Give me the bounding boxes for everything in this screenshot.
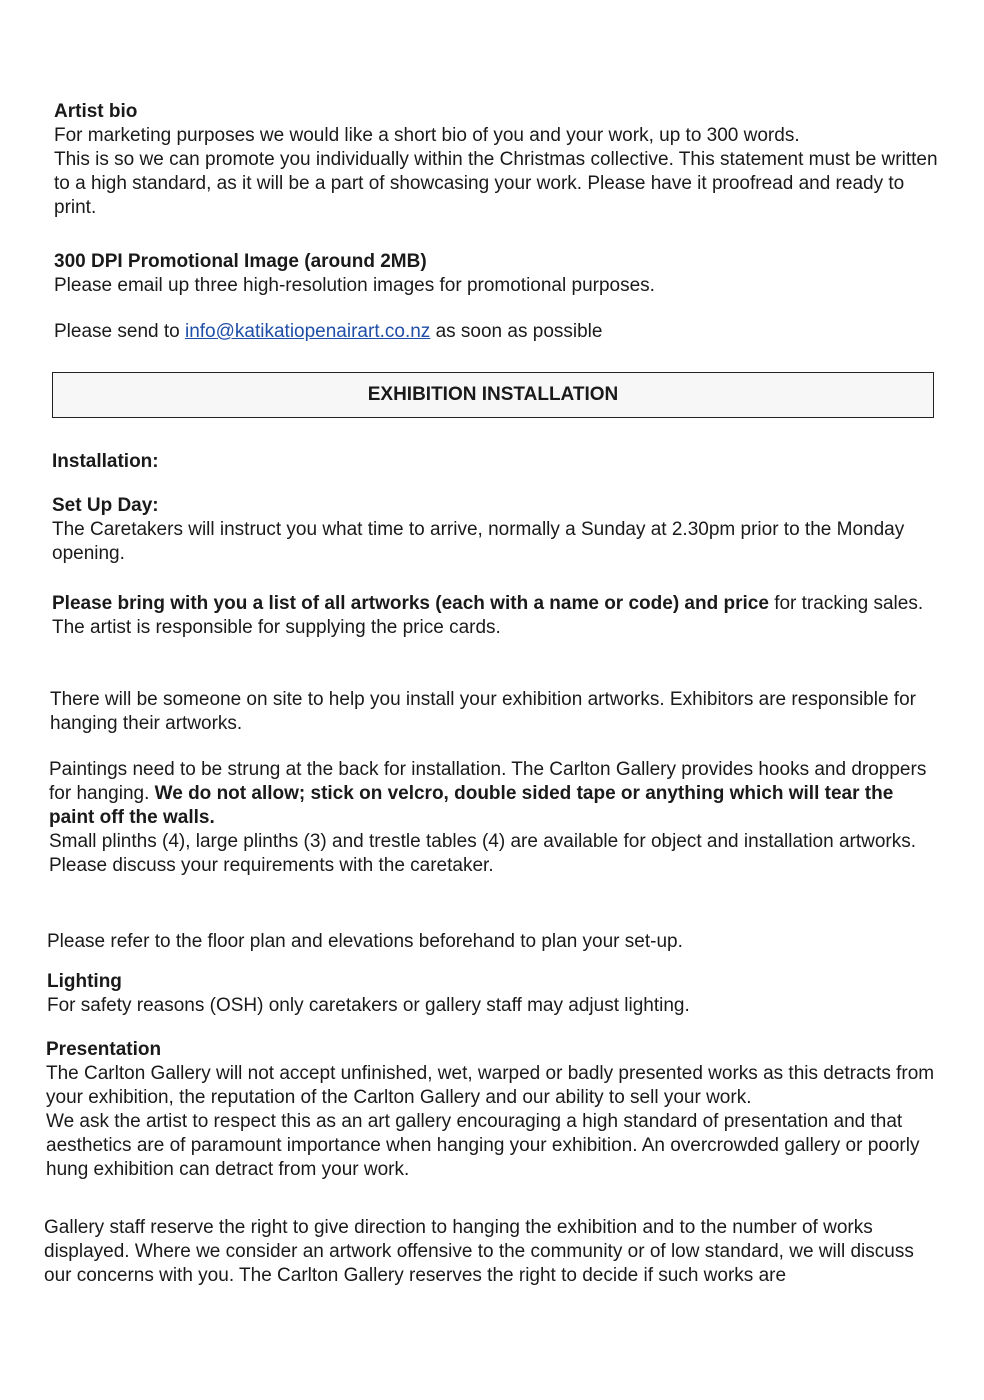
floor-plan-text: Please refer to the floor plan and elevations beforehand to plan your set-up.	[47, 931, 683, 952]
bring-section	[52, 592, 942, 640]
lighting-heading: Lighting	[47, 971, 122, 992]
lighting-section	[47, 970, 937, 1018]
staff-rights-section	[44, 1216, 934, 1288]
presentation-p1: The Carlton Gallery will not accept unfinished, wet, warped or badly presented works as this detracts from your exhibition, the reputation of the Carlton Gallery and our ability to sell your work.	[46, 1063, 935, 1108]
lighting-text: For safety reasons (OSH) only caretakers or gallery staff may adjust lighting.	[47, 995, 690, 1016]
setup-heading: Set Up Day:	[52, 495, 159, 516]
presentation-heading: Presentation	[46, 1039, 162, 1060]
bring-rest: for tracking sales.	[768, 593, 924, 614]
send-line	[54, 320, 944, 344]
installation-heading: Installation:	[52, 451, 159, 472]
help-install-text: There will be someone on site to help you install your exhibition artworks. Exhibitors are responsible for hanging their artworks.	[50, 689, 916, 734]
artist-bio-line1: For marketing purposes we would like a short bio of you and your work, up to 300 words.	[54, 125, 800, 146]
artist-bio-line2: This is so we can promote you individually within the Christmas collective. This statement must be written to a high standard, as it will be a part of showcasing your work. Please have it proofread and ready to print.	[54, 149, 938, 218]
presentation-section	[46, 1038, 936, 1182]
presentation-p3: Gallery staff reserve the right to give direction to hanging the exhibition and to the number of works displayed. Where we consider an artwork offensive to the community or of low standard, we will discuss our concerns with you. The Carlton Gallery reserves the right to decide if such works are	[44, 1217, 914, 1286]
bring-bold: Please bring with you a list of all artworks (each with a name or code) and price	[52, 593, 769, 614]
plinths-text: Small plinths (4), large plinths (3) and trestle tables (4) are available for object and installation artworks.	[49, 831, 917, 852]
help-install-section	[50, 688, 940, 736]
send-suffix: as soon as possible	[430, 321, 603, 342]
artist-bio-heading: Artist bio	[54, 101, 138, 122]
setup-text: The Caretakers will instruct you what time to arrive, normally a Sunday at 2.30pm prior to the Monday opening.	[52, 519, 905, 564]
email-link[interactable]: info@katikatiopenairart.co.nz	[184, 321, 431, 342]
banner-title: EXHIBITION INSTALLATION	[367, 384, 619, 405]
paintings-warning: We do not allow; stick on velcro, double sided tape or anything which will tear the paint off the walls.	[49, 783, 894, 828]
setup-section	[52, 494, 942, 566]
floor-plan-section	[47, 930, 937, 954]
promo-image-section	[54, 250, 944, 298]
section-banner	[52, 372, 934, 418]
paintings-section	[49, 758, 939, 878]
promo-image-text: Please email up three high-resolution images for promotional purposes.	[54, 275, 655, 296]
price-cards-text: The artist is responsible for supplying the price cards.	[52, 617, 501, 638]
send-prefix: Please send to	[54, 321, 185, 342]
discuss-text: Please discuss your requirements with the caretaker.	[49, 855, 494, 876]
paintings-text: Paintings need to be strung at the back for installation. The Carlton Gallery provides hooks and droppers for hanging.	[49, 759, 927, 804]
promo-image-heading: 300 DPI Promotional Image (around 2MB)	[54, 251, 427, 272]
artist-bio-section	[54, 100, 944, 220]
presentation-p2: We ask the artist to respect this as an art gallery encouraging a high standard of presentation and that aesthetics are of paramount importance when hanging your exhibition. An overcrowded gallery or poorly hung exhibition can detract from your work.	[46, 1111, 920, 1180]
installation-section	[52, 450, 942, 474]
